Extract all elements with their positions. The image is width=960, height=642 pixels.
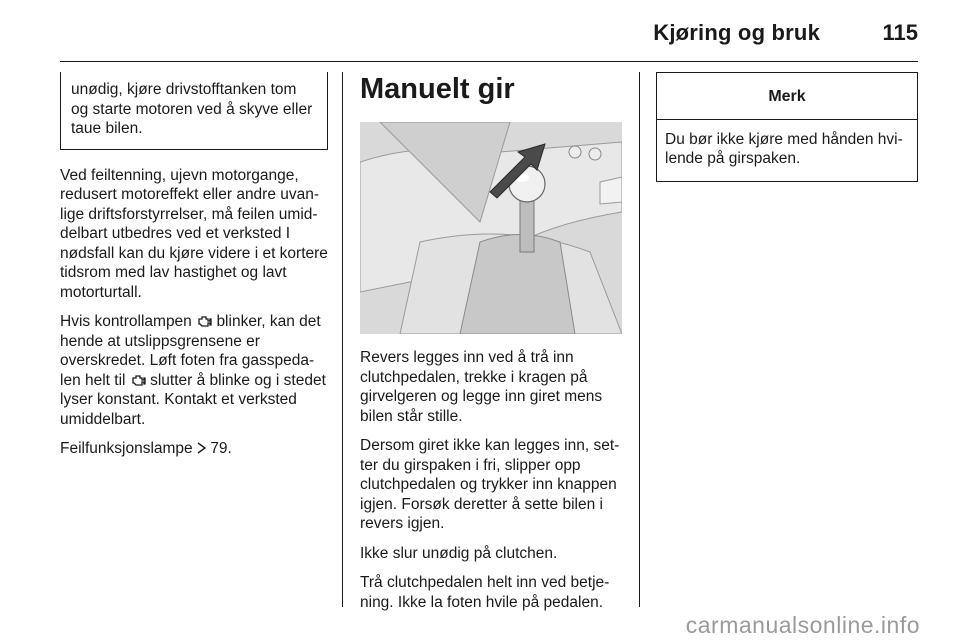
gear-retry-paragraph: Dersom giret ikke kan legges inn, setter du girspaken i fri, slipper opp clutchpedalen og trykker inn knappen igjen. Forsøk deretter å sette bilen i revers igjen. [360,437,620,532]
reverse-gear-paragraph: Revers legges inn ved å trå inn clutchpedalen, trekke i kragen på girvelgeren og legge inn giret mens bilen står stille. [360,349,603,425]
site-watermark: carmanualsonline.info [685,612,920,638]
note-box [656,72,918,182]
column-right [656,72,918,182]
section-heading: Manuelt gir [360,73,515,105]
page-number: 115 [882,20,918,45]
clutch-pedal-paragraph: Trå clutchpedalen helt inn ved betjening. Ikke la foten hvile på pedalen. [360,574,610,611]
engine-warning-lamp-icon [196,313,212,329]
chapter-title: Kjøring og bruk [653,20,820,45]
note-body: Du bør ikke kjøre med hånden hvilende på girspaken. [665,130,903,167]
column-divider-right [639,72,640,607]
gear-shift-illustration [360,122,622,334]
misfire-paragraph: Ved feiltenning, ujevn motorgange, redusert motoreffekt eller andre uvanlige driftsforstyrrelser, må feilen umiddelbart utbedres ved et verksted I nødsfall kan du kjøre videre i et kortere tidsrom med lav hastighet og lavt motorturtall. [60,166,328,301]
page-reference-arrow-icon[interactable] [197,442,206,454]
reference-page[interactable]: 79. [210,440,232,457]
column-divider-left [342,72,343,607]
header-rule [60,61,918,62]
continued-note-box [60,72,328,150]
engine-warning-lamp-icon [130,372,146,388]
column-left [60,72,328,469]
column-middle [360,72,622,622]
note-title: Merk [657,73,917,120]
malfunction-lamp-reference: Feilfunksjonslampe 79. [60,440,232,457]
continued-note-text: unødig, kjøre drivstofftanken tom og starte motoren ved å skyve eller taue bilen. [71,81,313,137]
clutch-slip-paragraph: Ikke slur unødig på clutchen. [360,544,558,562]
page-header [0,0,960,60]
warning-lamp-paragraph: Hvis kontrollampen blinker, kan det hende at utslippsgrensene er overskredet. Løft foten fra gasspedalen helt til slutter å blinke og i stedet lyser konstant. Kontakt et verksted umiddelbart. [60,313,326,428]
